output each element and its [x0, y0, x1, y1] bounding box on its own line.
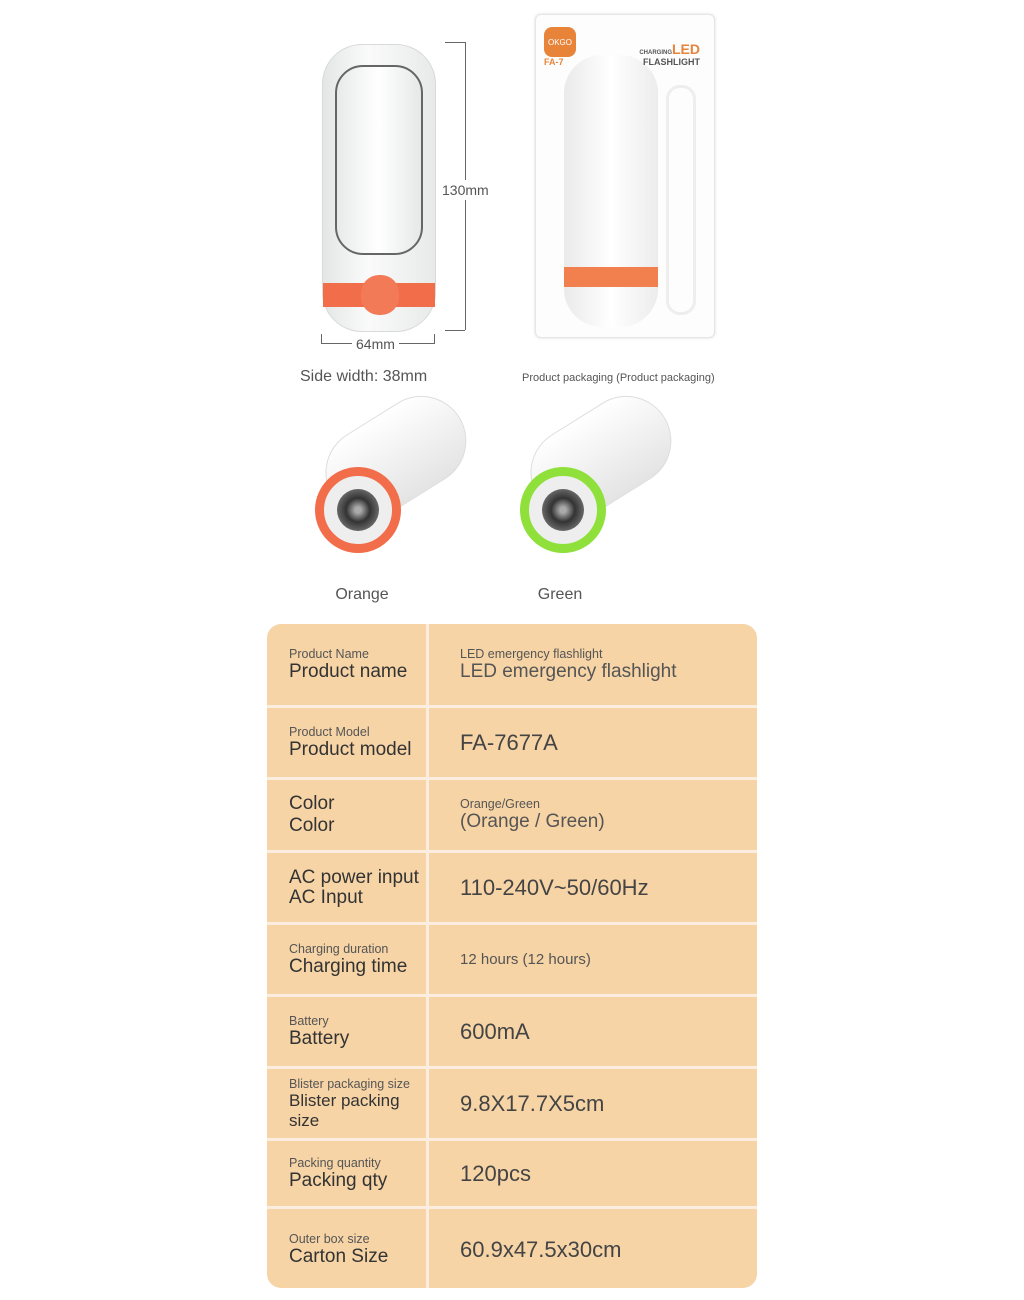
label-small: AC power input	[289, 866, 419, 888]
table-row	[267, 777, 757, 850]
value: (Orange / Green)	[460, 811, 605, 832]
label-small: Outer box size	[289, 1232, 370, 1246]
label: Product name	[289, 660, 408, 682]
value: 600mA	[460, 1018, 530, 1044]
green-variant-image	[520, 415, 690, 545]
value: 110-240V~50/60Hz	[460, 874, 649, 900]
value: 60.9x47.5x30cm	[460, 1237, 622, 1262]
label: Packing qty	[289, 1169, 388, 1191]
table-row	[267, 994, 757, 1066]
label: AC Input	[289, 886, 363, 908]
value: 120pcs	[460, 1160, 531, 1186]
label: Blister packing size	[289, 1090, 400, 1130]
specification-table	[267, 624, 757, 1288]
orange-variant-image	[315, 415, 485, 545]
value: LED emergency flashlight	[460, 660, 677, 682]
label-small: Charging duration	[289, 941, 389, 956]
value-small: LED emergency flashlight	[460, 646, 603, 661]
table-row	[267, 1206, 757, 1288]
width-label: 64mm	[352, 336, 399, 352]
label-small: Battery	[289, 1013, 329, 1028]
table-row	[267, 1066, 757, 1138]
flashlight-front-image	[322, 44, 436, 332]
height-label: 130mm	[442, 182, 489, 198]
value-small: Orange/Green	[460, 797, 540, 811]
label: Charging time	[289, 955, 408, 977]
label-small: Product Name	[289, 646, 369, 661]
orange-variant-label: Orange	[335, 586, 389, 603]
label-small: Packing quantity	[289, 1155, 381, 1170]
label: Color	[289, 815, 335, 836]
label-small: Product Model	[289, 724, 370, 739]
table-row	[267, 1138, 757, 1206]
label-small: Blister packaging size	[289, 1076, 410, 1091]
value: 12 hours (12 hours)	[460, 951, 591, 968]
brand-logo: OKGO	[544, 27, 576, 57]
table-row	[267, 922, 757, 994]
label: Carton Size	[289, 1246, 389, 1267]
side-width-label: Side width: 38mm	[300, 368, 428, 385]
label: Battery	[289, 1027, 350, 1049]
green-variant-label: Green	[537, 586, 583, 603]
packaging-header: CHARGINGLED FLASHLIGHT	[639, 41, 700, 67]
packaging-caption: Product packaging (Product packaging)	[522, 372, 715, 384]
value: FA-7677A	[460, 729, 558, 755]
table-row	[267, 624, 757, 705]
table-row	[267, 705, 757, 777]
packaging-image: OKGO CHARGINGLED FLASHLIGHT FA-7	[535, 14, 715, 338]
table-row	[267, 850, 757, 922]
label: Product model	[289, 738, 412, 760]
value: 9.8X17.7X5cm	[460, 1090, 605, 1116]
label-small: Color	[289, 793, 335, 814]
